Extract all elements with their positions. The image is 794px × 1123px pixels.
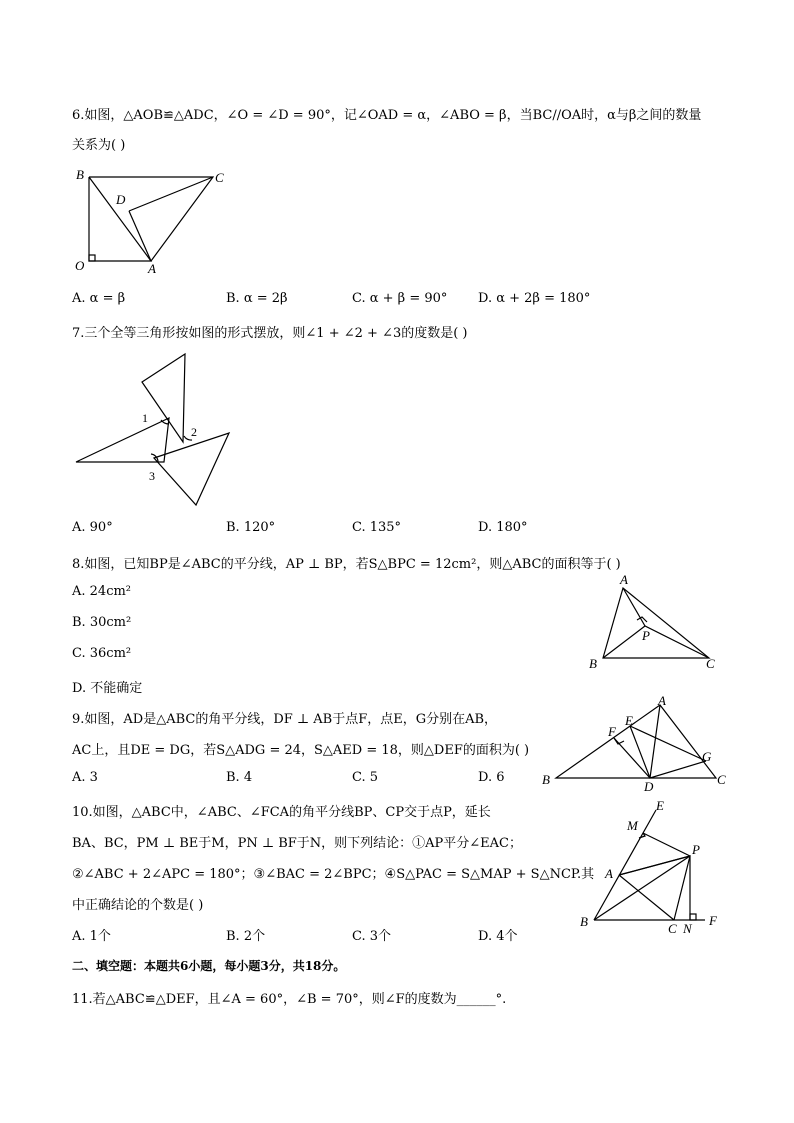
q7-figure	[72, 350, 242, 510]
q7-option-c[interactable]: C. 135°	[352, 520, 402, 535]
q9-label-E: E	[625, 713, 633, 728]
q6-option-d[interactable]: D. α + 2β = 180°	[478, 291, 591, 306]
q7-label-1: 1	[142, 411, 148, 425]
q9-stem-line2: AC上，且DE = DG，若S△ADG = 24，S△AED = 18，则△DEF的面积为( )	[72, 743, 530, 758]
q6-option-c[interactable]: C. α + β = 90°	[352, 291, 448, 306]
q6-label-D: D	[116, 192, 126, 207]
q9-option-a[interactable]: A. 3	[72, 770, 98, 785]
q10-label-A: A	[605, 866, 613, 881]
q8-label-A: A	[620, 572, 628, 587]
q9-label-A: A	[658, 693, 666, 708]
q10-stem-line3: ②∠ABC + 2∠APC = 180°；③∠BAC = 2∠BPC；④S△PAC = S△MAP + S△NCP.其	[72, 867, 595, 882]
q10-option-a[interactable]: A. 1个	[72, 929, 111, 944]
q9-label-C: C	[717, 772, 726, 787]
q8-figure	[585, 572, 725, 671]
q10-label-B: B	[580, 914, 588, 929]
q7-label-3: 3	[149, 469, 155, 483]
q11-stem: 11.若△ABC≌△DEF，且∠A = 60°，∠B = 70°，则∠F的度数为______°.	[72, 992, 507, 1007]
q7-option-b[interactable]: B. 120°	[226, 520, 276, 535]
q6-label-O: O	[75, 258, 85, 273]
q10-label-P: P	[692, 842, 700, 857]
q9-label-G: G	[702, 749, 712, 764]
q8-label-P: P	[642, 628, 650, 643]
q9-label-F: F	[608, 724, 616, 739]
q10-label-M: M	[627, 818, 638, 833]
q10-option-c[interactable]: C. 3个	[352, 929, 392, 944]
q6-stem-line2: 关系为( )	[72, 138, 126, 153]
q6-label-A: A	[148, 261, 156, 276]
q10-label-F: F	[709, 913, 717, 928]
q7-option-a[interactable]: A. 90°	[72, 520, 113, 535]
q10-stem-line1: 10.如图，△ABC中，∠ABC、∠FCA的角平分线BP、CP交于点P，延长	[72, 805, 491, 820]
q9-option-c[interactable]: C. 5	[352, 770, 379, 785]
q7-stem: 7.三个全等三角形按如图的形式摆放，则∠1 + ∠2 + ∠3的度数是( )	[72, 326, 468, 341]
section2-heading: 二、填空题：本题共6小题，每小题3分，共18分。	[72, 959, 346, 973]
q9-option-b[interactable]: B. 4	[226, 770, 253, 785]
q8-label-B: B	[589, 656, 597, 671]
q8-label-C: C	[706, 656, 715, 671]
q7-label-2: 2	[191, 425, 197, 439]
q9-figure	[540, 693, 730, 793]
q10-label-N: N	[683, 921, 692, 936]
q10-option-d[interactable]: D. 4个	[478, 929, 518, 944]
q10-label-E: E	[656, 798, 664, 813]
q6-option-a[interactable]: A. α = β	[72, 291, 126, 306]
q9-option-d[interactable]: D. 6	[478, 770, 505, 785]
q10-figure	[575, 800, 730, 935]
q6-label-C: C	[215, 170, 224, 185]
q9-label-B: B	[542, 772, 550, 787]
q8-option-c[interactable]: C. 36cm²	[72, 646, 132, 661]
q10-label-C: C	[668, 921, 677, 936]
q9-stem-line1: 9.如图，AD是△ABC的角平分线，DF ⊥ AB于点F，点E，G分别在AB，	[72, 712, 498, 727]
q8-option-d[interactable]: D. 不能确定	[72, 681, 143, 696]
q8-stem: 8.如图，已知BP是∠ABC的平分线，AP ⊥ BP，若S△BPC = 12cm²，则△ABC的面积等于( )	[72, 557, 621, 572]
q8-option-b[interactable]: B. 30cm²	[72, 615, 132, 630]
q10-stem-line2: BA、BC，PM ⊥ BE于M，PN ⊥ BF于N，则下列结论：①AP平分∠EAC；	[72, 836, 522, 851]
q10-option-b[interactable]: B. 2个	[226, 929, 266, 944]
q7-option-d[interactable]: D. 180°	[478, 520, 528, 535]
q9-label-D: D	[644, 779, 654, 794]
q6-stem-line1: 6.如图，△AOB≌△ADC，∠O = ∠D = 90°，记∠OAD = α，∠ABO = β，当BC//OA时，α与β之间的数量	[72, 108, 702, 123]
q6-label-B: B	[76, 167, 84, 182]
q8-option-a[interactable]: A. 24cm²	[72, 584, 132, 599]
q6-option-b[interactable]: B. α = 2β	[226, 291, 288, 306]
q10-stem-line4: 中正确结论的个数是( )	[72, 898, 204, 913]
q6-figure	[72, 165, 232, 280]
